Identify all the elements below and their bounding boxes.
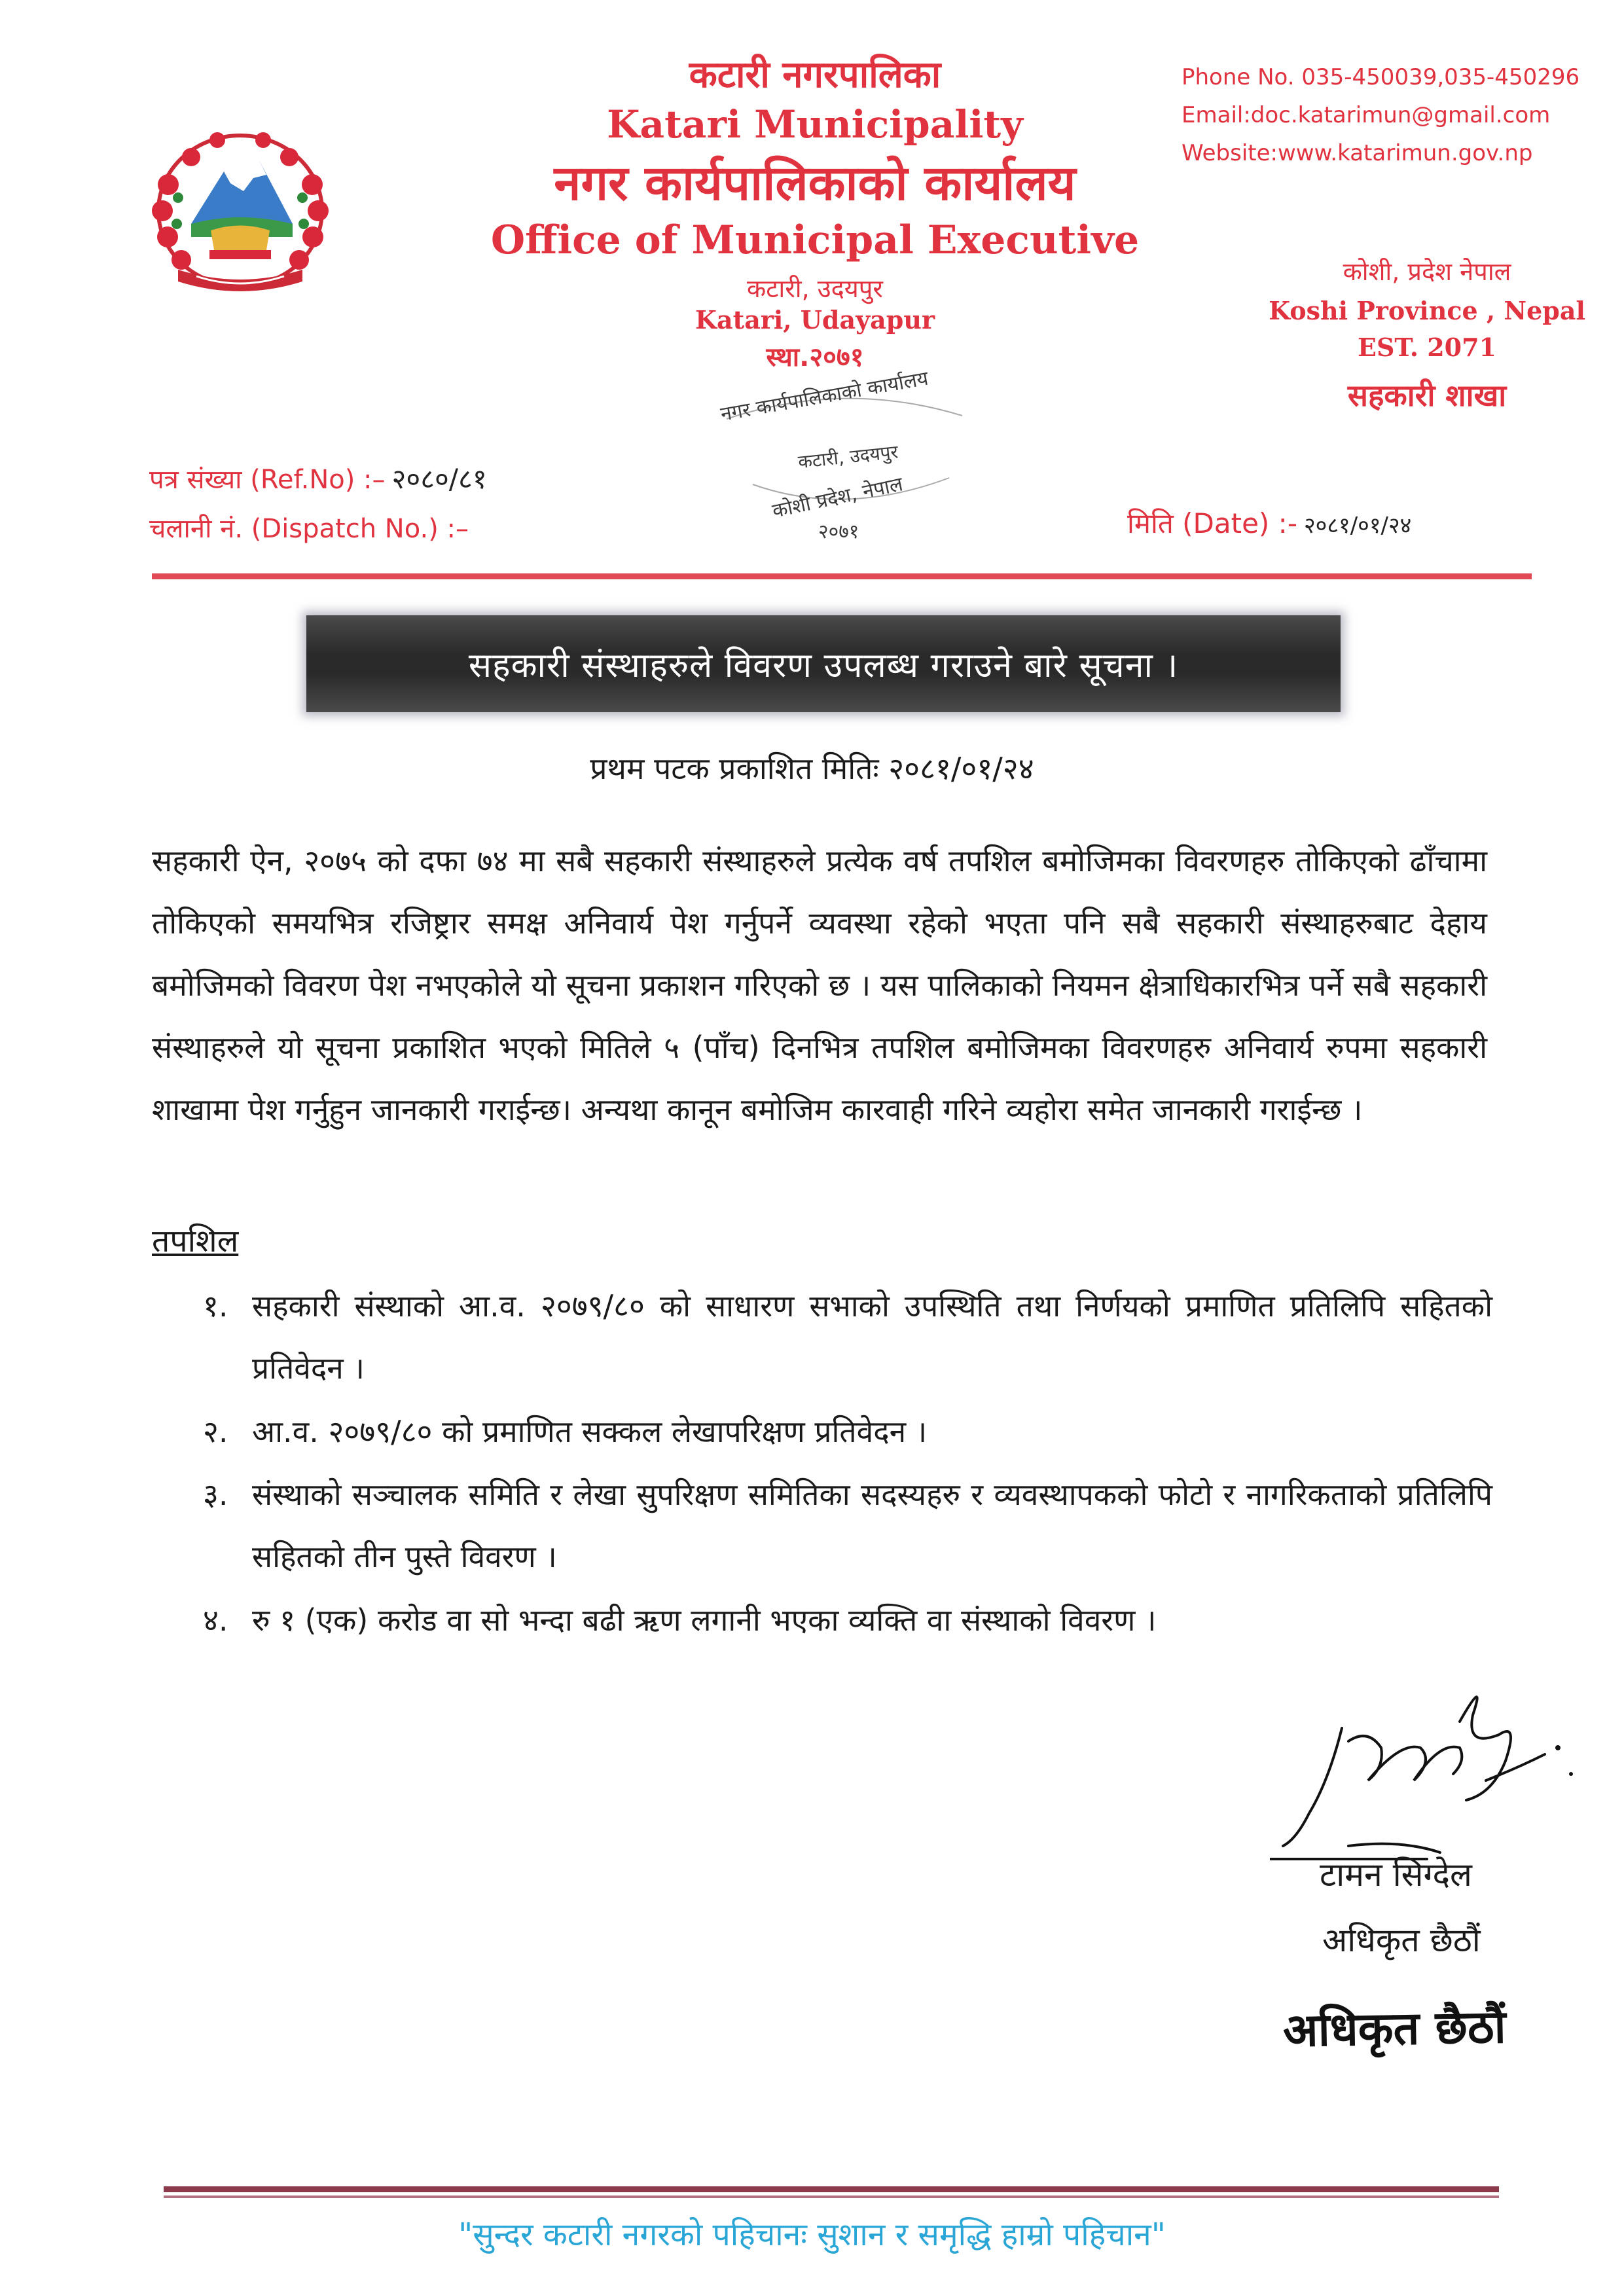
office-name-en: Office of Municipal Executive bbox=[490, 217, 1140, 263]
date-label: मिति (Date) :- bbox=[1127, 507, 1297, 539]
established-en: EST. 2071 bbox=[1357, 333, 1496, 362]
established-np: स्था.२०७१ bbox=[766, 342, 864, 372]
province-np: कोशी, प्रदेश नेपाल bbox=[1343, 257, 1511, 286]
list-item-number: ३. bbox=[203, 1477, 228, 1512]
footer-slogan: "सुन्दर कटारी नगरको पहिचानः सुशान र समृद्धि हाम्रो पहिचान" bbox=[458, 2216, 1166, 2253]
signatory-title-stamp: अधिकृत छैठौं bbox=[1282, 2000, 1507, 2057]
dispatch-number-row bbox=[149, 509, 469, 545]
header-divider bbox=[152, 573, 1532, 579]
stamp-line-4: २०७१ bbox=[818, 520, 859, 543]
list-item-text: रु १ (एक) करोड वा सो भन्दा बढी ऋण लगानी भएका व्यक्ति वा संस्थाको विवरण । bbox=[252, 1602, 1157, 1638]
notice-title: सहकारी संस्थाहरुले विवरण उपलब्ध गराउने बारे सूचना । bbox=[468, 645, 1179, 685]
province-en: Koshi Province , Nepal bbox=[1269, 296, 1585, 325]
list-heading: तपशिल bbox=[152, 1223, 239, 1259]
ref-number-label: पत्र संख्या (Ref.No) :– bbox=[149, 465, 386, 495]
ref-number-value: २०८०/८१ bbox=[391, 463, 487, 495]
address-en: Katari, Udayapur bbox=[695, 305, 935, 334]
list-item-text: संस्थाको सञ्चालक समिति र लेखा सुपरिक्षण समितिका सदस्यहरु र व्यवस्थापकको फोटो र नागरिकताको प्रतिलिपि सहितको तीन पुस्ते विवरण । bbox=[252, 1477, 1492, 1574]
handwritten-signature bbox=[1270, 1650, 1584, 1872]
municipality-name-en: Katari Municipality bbox=[607, 102, 1023, 147]
nepal-emblem-icon bbox=[139, 126, 342, 309]
list-item-number: ४. bbox=[203, 1602, 228, 1638]
email-address: Email:doc.katarimun@gmail.com bbox=[1182, 102, 1551, 128]
dispatch-number-label: चलानी नं. (Dispatch No.) :– bbox=[149, 514, 469, 544]
footer-divider-thin bbox=[164, 2196, 1499, 2198]
stamp-line-3: कोशी प्रदेश, नेपाल bbox=[770, 473, 905, 523]
office-stamp bbox=[700, 353, 988, 550]
branch-name: सहकारी शाखा bbox=[1347, 378, 1507, 413]
stamp-line-1: नगर कार्यपालिकाको कार्यालय bbox=[719, 367, 930, 426]
list-item-number: २. bbox=[203, 1414, 228, 1449]
footer-divider bbox=[164, 2186, 1499, 2192]
published-date: प्रथम पटक प्रकाशित मितिः २०८१/०१/२४ bbox=[590, 751, 1034, 786]
signatory-name: टामन सिग्देल bbox=[1320, 1856, 1472, 1894]
list-item-number: १. bbox=[203, 1288, 228, 1324]
date-value: २०८१/०१/२४ bbox=[1303, 513, 1412, 539]
list-item-text: सहकारी संस्थाको आ.व. २०७९/८० को साधारण सभाको उपस्थिति तथा निर्णयको प्रमाणित प्रतिलिपि सहितको प्रतिवेदन । bbox=[252, 1288, 1492, 1386]
website-url: Website:www.katarimun.gov.np bbox=[1182, 140, 1533, 166]
address-np: कटारी, उदयपुर bbox=[747, 274, 883, 303]
office-name-np: नगर कार्यपालिकाको कार्यालय bbox=[554, 155, 1076, 211]
signatory-title: अधिकृत छैठौं bbox=[1322, 1921, 1481, 1959]
list-item-text: आ.व. २०७९/८० को प्रमाणित सक्कल लेखापरिक्षण प्रतिवेदन । bbox=[252, 1414, 928, 1449]
list-item bbox=[203, 1401, 1492, 1463]
date-row bbox=[1127, 504, 1411, 541]
municipality-name-np: कटारी नगरपालिका bbox=[689, 54, 941, 96]
ref-number-row bbox=[149, 460, 487, 497]
list-item bbox=[203, 1589, 1492, 1652]
notice-body: सहकारी ऐन, २०७५ को दफा ७४ मा सबै सहकारी संस्थाहरुले प्रत्येक वर्ष तपशिल बमोजिमका विवरणहरु तोकिएको ढाँचामा तोकिएको समयभित्र रजिष्ट्रार समक्ष अनिवार्य पेश गर्नुपर्ने व्यवस्था रहेको भएता पनि सबै सहकारी संस्थाहरुबाट देहाय बमोजिमको विवरण पेश नभएकोले यो सूचना प्रकाशन गरिएको छ । यस पालिकाको नियमन क्षेत्राधिकारभित्र पर्ने सबै सहकारी संस्थाहरुले यो सूचना प्रकाशित भएको मितिले ५ (पाँच) दिनभित्र तपशिल बमोजिमका विवरणहरु अनिवार्य रुपमा सहकारी शाखामा पेश गर्नुहुन जानकारी गराईन्छ। अन्यथा कानून बमोजिम कारवाही गरिने व्यहोरा समेत जानकारी गराईन्छ । bbox=[152, 843, 1487, 1127]
list-item bbox=[203, 1464, 1492, 1588]
list-item bbox=[203, 1275, 1492, 1400]
stamp-line-2: कटारी, उदयपुर bbox=[797, 441, 899, 473]
notice-title-banner bbox=[306, 615, 1341, 712]
phone-number: Phone No. 035-450039,035-450296 bbox=[1182, 64, 1580, 90]
